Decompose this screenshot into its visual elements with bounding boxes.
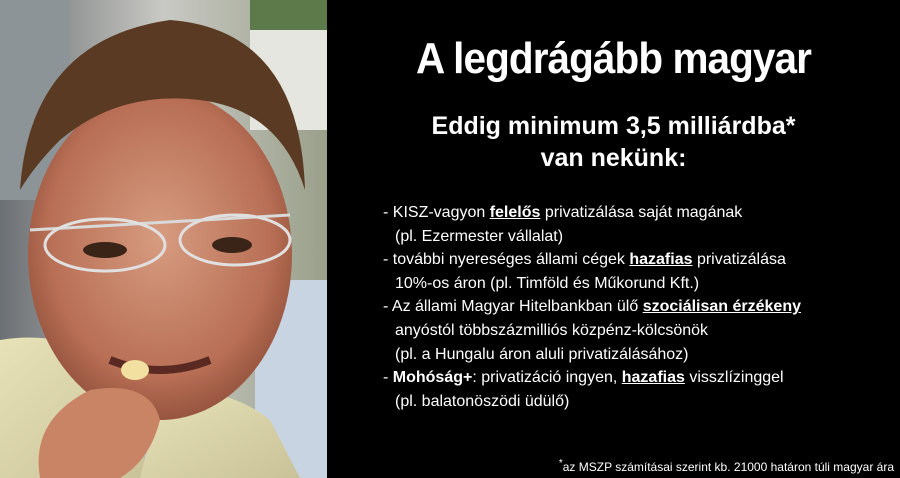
text-panel: [327, 0, 900, 478]
list-item-continuation: (pl. balatonöszödi üdülő): [395, 392, 570, 410]
list-item: - KISZ-vagyon felelős privatizálása saját magának: [383, 204, 743, 221]
footnote: [559, 458, 894, 474]
list-item-continuation: (pl. Ezermester vállalat): [395, 227, 564, 245]
list-item-continuation: anyóstól többszázmilliós közpénz-kölcsönök: [395, 321, 709, 339]
portrait-photo: [0, 0, 327, 478]
subhead: [327, 110, 900, 174]
list-item: - Az állami Magyar Hitelbankban ülő szociálisan érzékeny: [383, 298, 801, 316]
subhead-line1: Eddig minimum 3,5 milliárdba*: [431, 112, 796, 140]
list-item-continuation: (pl. a Hungalu áron aluli privatizálásához): [395, 345, 689, 363]
list-item: - további nyereséges állami cégek hazafias privatizálása: [383, 251, 786, 269]
headline: A legdrágább magyar: [416, 34, 811, 83]
list-item-continuation: 10%-os áron (pl. Timföld és Műkorund Kft.): [395, 274, 700, 292]
bullet-list: [383, 201, 893, 413]
footnote-mark: *: [558, 458, 563, 469]
list-item: - Mohóság+: privatizáció ingyen, hazafias visszlízinggel: [383, 369, 784, 387]
footnote-text: az MSZP számításai szerint kb. 21000 határon túli magyar ára: [562, 460, 894, 474]
subhead-line2: van nekünk:: [540, 144, 687, 172]
